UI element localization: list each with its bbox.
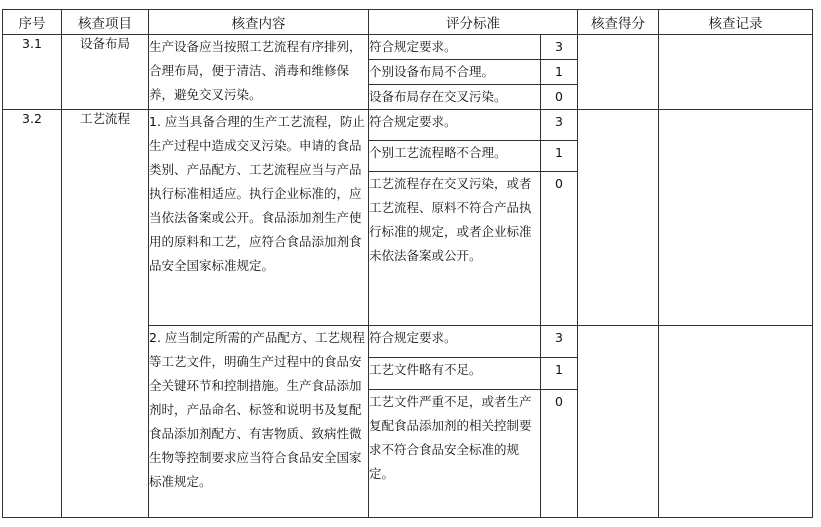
- score-cell[interactable]: [578, 110, 659, 326]
- row-seq: 3.2: [3, 110, 62, 518]
- header-row: [3, 10, 813, 35]
- criterion-text: 符合规定要求。: [369, 110, 541, 141]
- criterion-points: 1: [541, 60, 578, 85]
- row-item: 工艺流程: [62, 110, 149, 518]
- score-cell[interactable]: [578, 35, 659, 110]
- criterion-text: 符合规定要求。: [369, 35, 541, 60]
- score-cell[interactable]: [578, 326, 659, 518]
- criterion-points: 1: [541, 358, 578, 390]
- header-content: 核查内容: [149, 10, 369, 35]
- row-content: 1. 应当具备合理的生产工艺流程，防止生产过程中造成交叉污染。申请的食品类别、产品配方、工艺流程应当与产品执行标准相适应。执行企业标准的，应当依法备案或公开。食品添加剂生产使用的原料和工艺，应符合食品添加剂食品安全国家标准规定。: [149, 110, 369, 326]
- criterion-points: 0: [541, 172, 578, 326]
- criterion-points: 3: [541, 110, 578, 141]
- criterion-points: 3: [541, 326, 578, 358]
- criterion-text: 个别工艺流程略不合理。: [369, 141, 541, 172]
- criterion-text: 工艺文件略有不足。: [369, 358, 541, 390]
- header-record: 核查记录: [659, 10, 813, 35]
- criterion-text: 个别设备布局不合理。: [369, 60, 541, 85]
- record-cell[interactable]: [659, 35, 813, 110]
- header-item: 核查项目: [62, 10, 149, 35]
- criterion-points: 3: [541, 35, 578, 60]
- row-item: 设备布局: [62, 35, 149, 110]
- criterion-points: 1: [541, 141, 578, 172]
- row-content: 生产设备应当按照工艺流程有序排列，合理布局，便于清洁、消毒和维修保养，避免交叉污染。: [149, 35, 369, 110]
- table-row: [3, 35, 813, 60]
- criterion-text: 设备布局存在交叉污染。: [369, 85, 541, 110]
- table-row: [3, 110, 813, 141]
- criterion-text: 工艺流程存在交叉污染，或者工艺流程、原料不符合产品执行标准的规定，或者企业标准未依法备案或公开。: [369, 172, 541, 326]
- criterion-text: 符合规定要求。: [369, 326, 541, 358]
- criterion-points: 0: [541, 85, 578, 110]
- record-cell[interactable]: [659, 110, 813, 326]
- record-cell[interactable]: [659, 326, 813, 518]
- header-score: 核查得分: [578, 10, 659, 35]
- header-standard: 评分标准: [369, 10, 578, 35]
- inspection-table: [2, 9, 813, 518]
- criterion-text: 工艺文件严重不足，或者生产复配食品添加剂的相关控制要求不符合食品安全标准的规定。: [369, 390, 541, 518]
- row-seq: 3.1: [3, 35, 62, 110]
- row-content: 2. 应当制定所需的产品配方、工艺规程等工艺文件，明确生产过程中的食品安全关键环节和控制措施。生产食品添加剂时，产品命名、标签和说明书及复配食品添加剂配方、有害物质、致病性微生物等控制要求应当符合食品安全国家标准规定。: [149, 326, 369, 518]
- criterion-points: 0: [541, 390, 578, 518]
- header-seq: 序号: [3, 10, 62, 35]
